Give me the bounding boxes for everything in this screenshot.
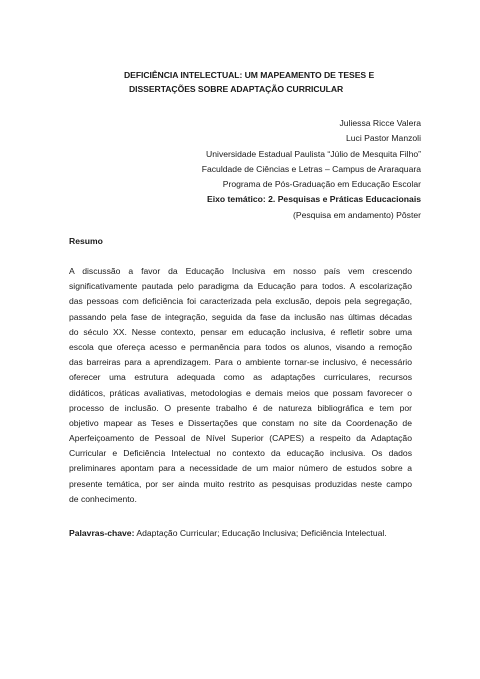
abstract-line: preliminares apontam para a necessidade de um maior número de estudos sobre a [69, 463, 412, 474]
abstract-line: do século XX. Nesse contexto, pensar em educação inclusiva, é refletir sobre uma [69, 326, 412, 337]
keywords-text: Adaptação Curricular; Educação Inclusiva; Deficiência Intelectual. [136, 528, 387, 538]
thematic-axis: Eixo temático: 2. Pesquisas e Práticas Educacionais [207, 194, 421, 205]
abstract-line: Curricular e Deficiência Intelectual no contexto da educação inclusiva. Os dados [69, 448, 412, 459]
author-block [61, 116, 421, 223]
abstract-line: didáticos, práticas avaliativas, metodologias e demais meios que possam favorecer o [69, 387, 412, 398]
abstract-line: processo de inclusão. O presente trabalho é de natureza bibliográfica e tem por [69, 402, 412, 413]
author-1: Juliessa Ricce Valera [339, 118, 421, 128]
title-line-1: DEFICIÊNCIA INTELECTUAL: UM MAPEAMENTO DE TESES E [124, 70, 375, 80]
abstract-line: Aperfeiçoamento de Pessoal de Nível Superior (CAPES) a respeito da Adaptação [69, 433, 412, 444]
abstract-line: significativamente pautada pelo paradigma da Educação para todos. A escolarização [69, 281, 412, 292]
abstract-line: oferecer uma estrutura adequada como as adaptações curriculares, recursos [69, 372, 412, 383]
abstract-line: das barreiras para a aprendizagem. Para o ambiente tornar-se inclusivo, é necessário [69, 357, 412, 368]
university: Universidade Estadual Paulista “Júlio de Mesquita Filho” [206, 148, 421, 159]
abstract-heading: Resumo [69, 236, 103, 246]
keywords-label: Palavras-chave: [69, 528, 135, 538]
abstract-line: das pessoas com deficiência foi caracterizada pela exclusão, depois pela segregação, [69, 296, 412, 307]
abstract-body [69, 264, 412, 507]
paper-title [124, 68, 424, 96]
faculty: Faculdade de Ciências e Letras – Campus de Araraquara [201, 163, 421, 174]
author-2: Luci Pastor Manzoli [346, 133, 421, 144]
abstract-line: presente temática, por ser ainda muito restrito as pesquisas produzidas neste campo [69, 478, 412, 489]
keywords [69, 526, 412, 540]
abstract-line: A discussão a favor da Educação Inclusiva em nosso país vem crescendo [69, 266, 412, 276]
graduate-program: Programa de Pós-Graduação em Educação Escolar [222, 179, 421, 190]
title-line-2: DISSERTAÇÕES SOBRE ADAPTAÇÃO CURRICULAR [129, 84, 344, 94]
abstract-line: escola que ofereça acesso e permanência para todos os alunos, visando a remoção [69, 341, 412, 352]
abstract-line: objetivo mapear as Teses e Dissertações que constam no site da Coordenação de [69, 417, 412, 428]
research-status: (Pesquisa em andamento) Pôster [292, 209, 421, 220]
abstract-line: passando pela fase de integração, seguida da fase da inclusão nas últimas décadas [69, 311, 412, 322]
abstract-line: de conhecimento. [69, 493, 137, 504]
